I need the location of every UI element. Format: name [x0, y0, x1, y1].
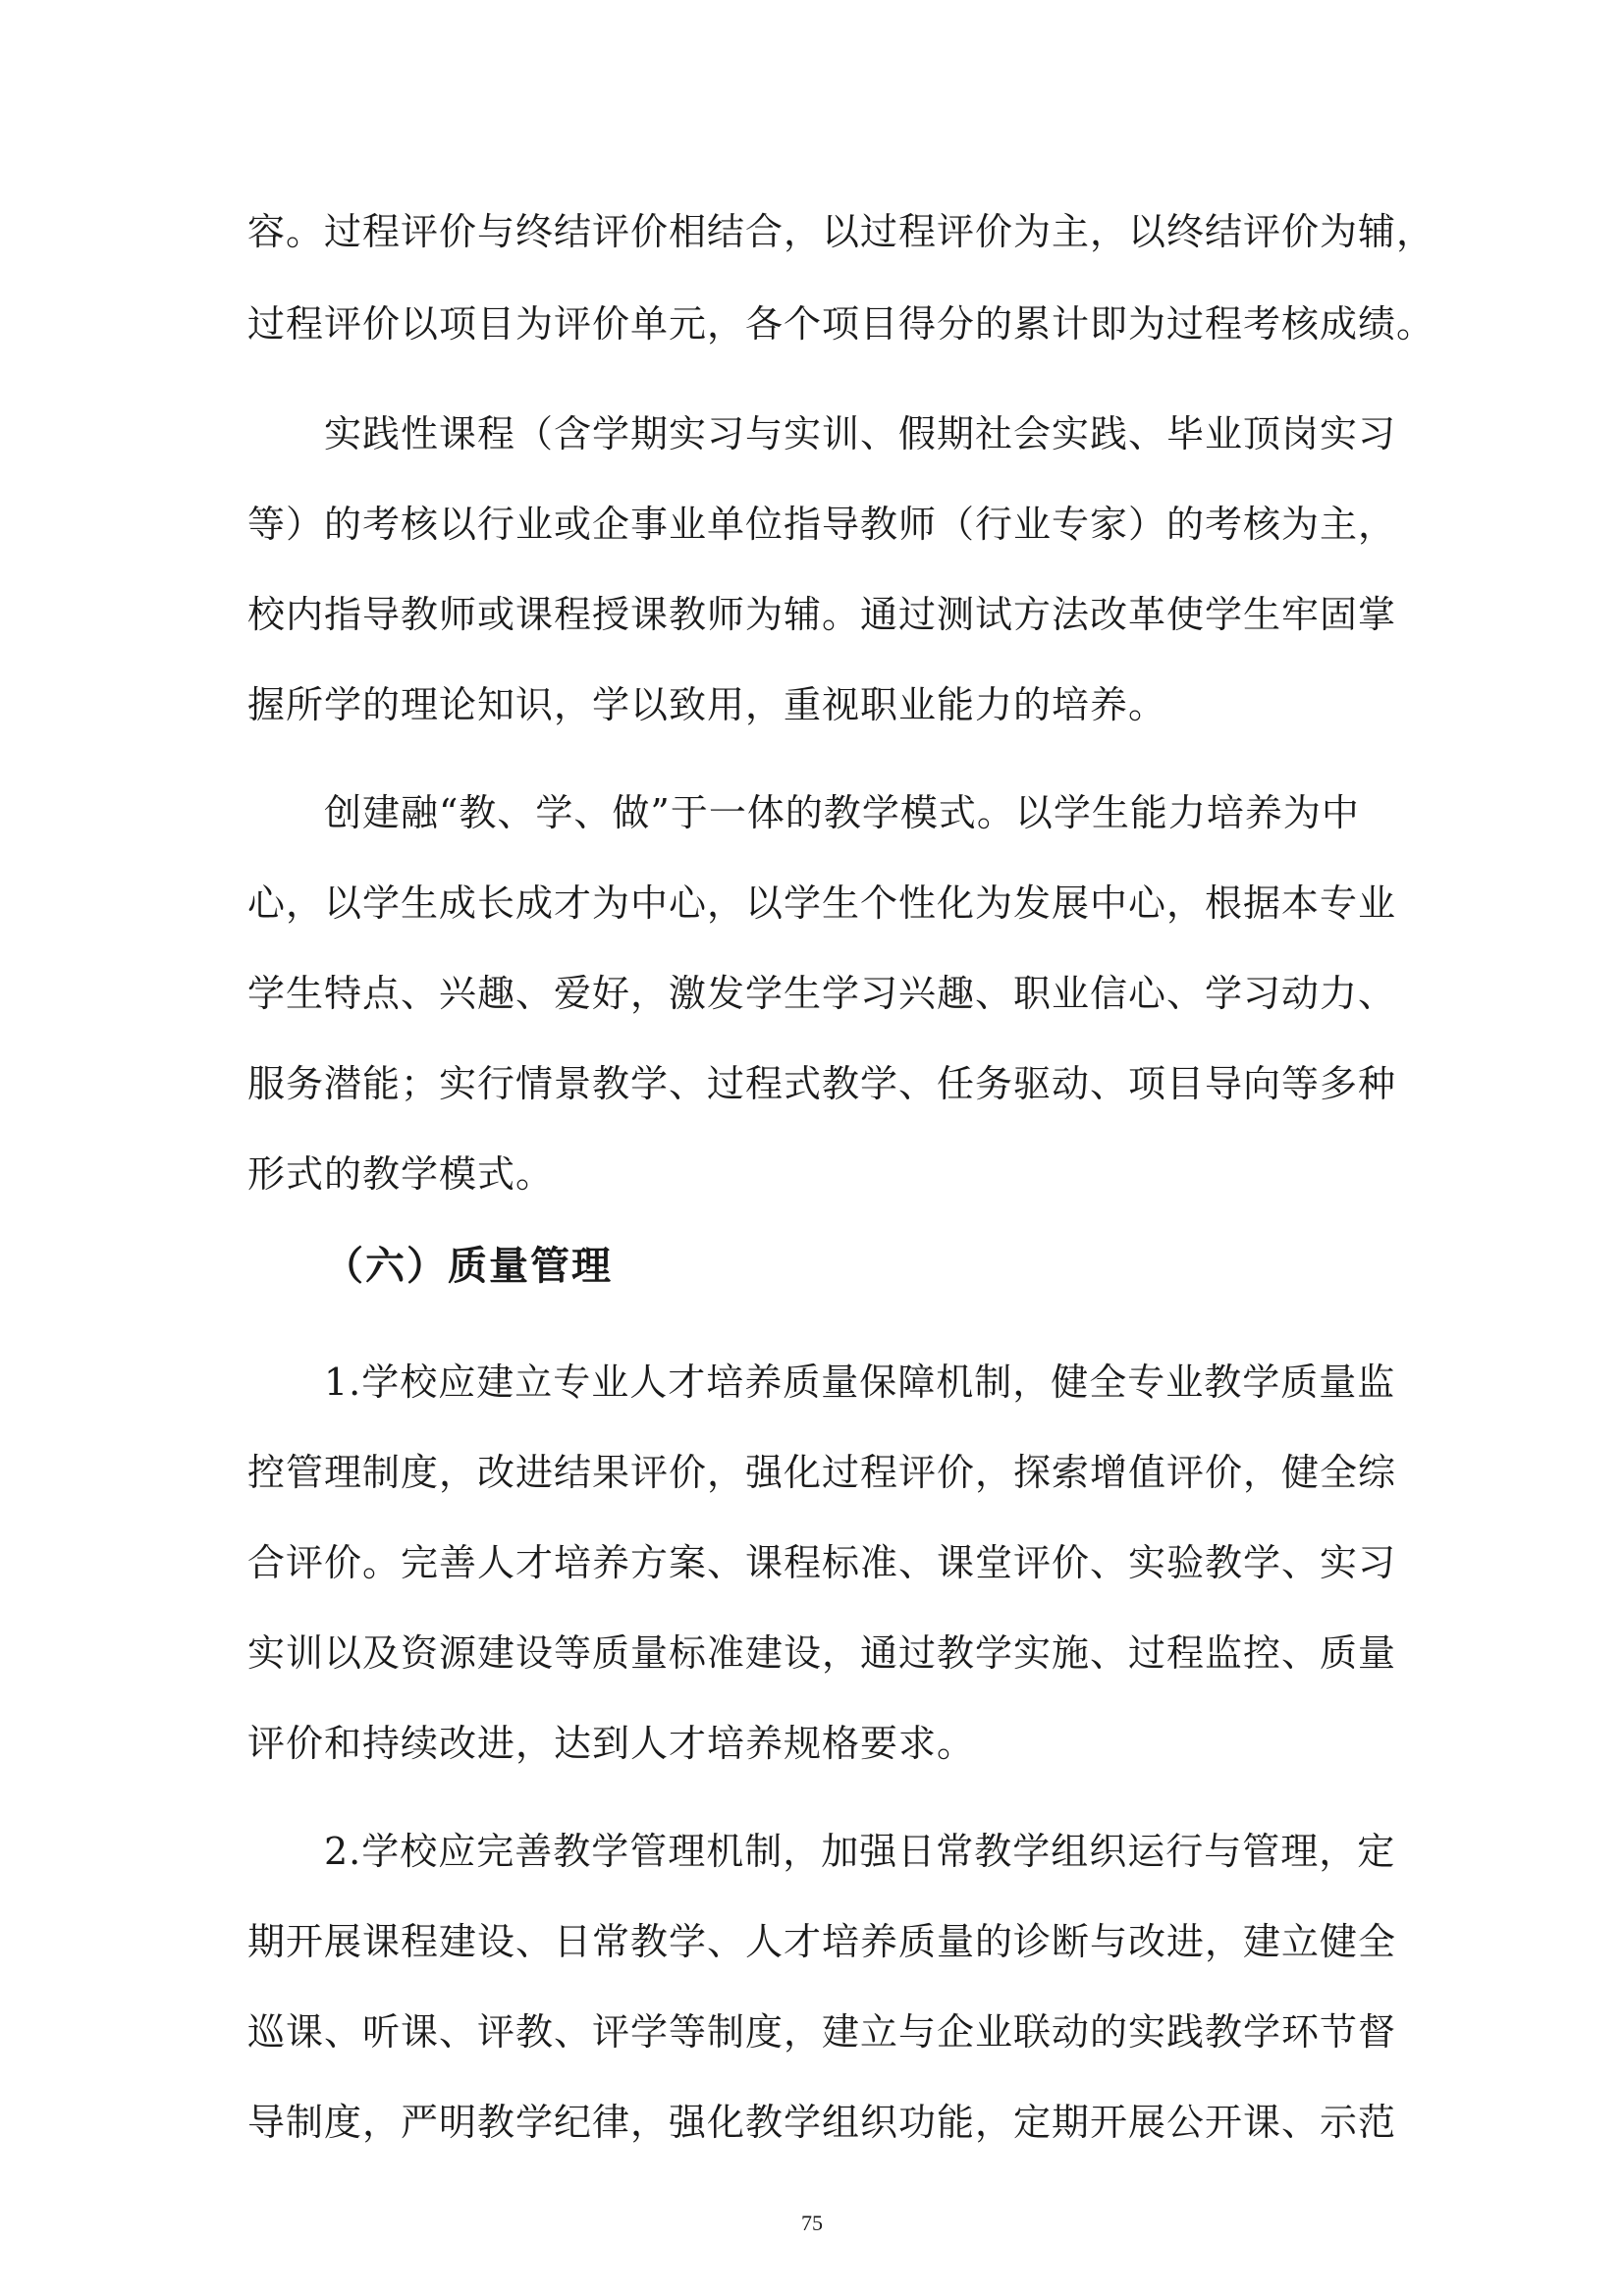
text-line: 心，以学生成长成才为中心，以学生个性化为发展中心，根据本专业 [247, 881, 1397, 925]
text-line: 校内指导教师或课程授课教师为辅。通过测试方法改革使学生牢固掌 [247, 593, 1397, 636]
text-line: 服务潜能；实行情景教学、过程式教学、任务驱动、项目导向等多种 [247, 1062, 1397, 1105]
text-line: 创建融“教、学、做”于一体的教学模式。以学生能力培养为中 [324, 791, 1360, 834]
text-line: 实训以及资源建设等质量标准建设，通过教学实施、过程监控、质量 [247, 1631, 1397, 1675]
text-line: 2.学校应完善教学管理机制，加强日常教学组织运行与管理，定 [324, 1830, 1396, 1873]
text-line: 形式的教学模式。 [247, 1152, 555, 1196]
text-line: 1.学校应建立专业人才培养质量保障机制，健全专业教学质量监 [324, 1361, 1396, 1404]
text-line: 过程评价以项目为评价单元，各个项目得分的累计即为过程考核成绩。 [247, 302, 1435, 346]
text-line: 容。过程评价与终结评价相结合，以过程评价为主，以终结评价为辅， [247, 210, 1435, 253]
text-line: 合评价。完善人才培养方案、课程标准、课堂评价、实验教学、实习 [247, 1541, 1397, 1584]
text-line: 等）的考核以行业或企事业单位指导教师（行业专家）的考核为主， [247, 503, 1397, 546]
section-heading: （六）质量管理 [324, 1244, 613, 1289]
text-line: 实践性课程（含学期实习与实训、假期社会实践、毕业顶岗实习 [324, 412, 1397, 455]
text-line: 评价和持续改进，达到人才培养规格要求。 [247, 1722, 976, 1765]
text-line: 学生特点、兴趣、爱好，激发学生学习兴趣、职业信心、学习动力、 [247, 972, 1397, 1015]
page-number: 75 [801, 2211, 823, 2235]
text-line: 控管理制度，改进结果评价，强化过程评价，探索增值评价，健全综 [247, 1451, 1397, 1494]
text-line: 期开展课程建设、日常教学、人才培养质量的诊断与改进，建立健全 [247, 1920, 1397, 1963]
text-line: 握所学的理论知识，学以致用，重视职业能力的培养。 [247, 683, 1167, 726]
text-line: 导制度，严明教学纪律，强化教学组织功能，定期开展公开课、示范 [247, 2101, 1397, 2144]
text-line: 巡课、听课、评教、评学等制度，建立与企业联动的实践教学环节督 [247, 2010, 1397, 2054]
